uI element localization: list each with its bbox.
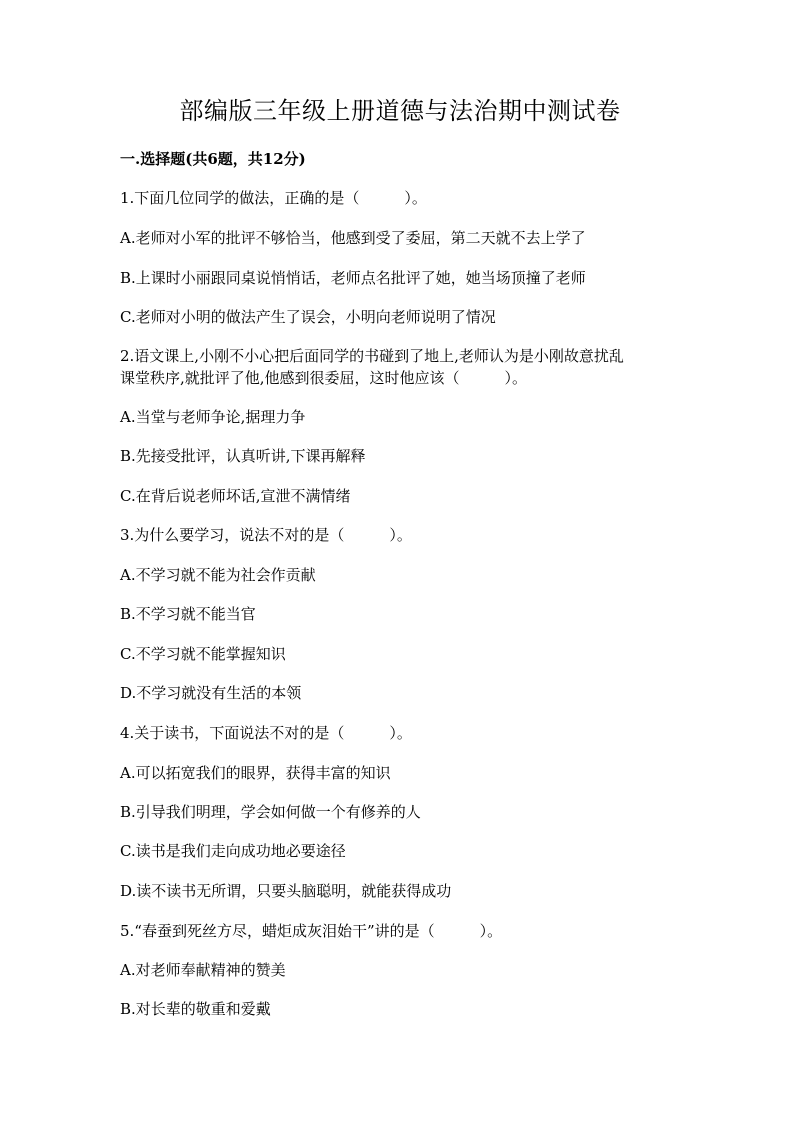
question-4-option-b: B.引导我们明理，学会如何做一个有修养的人 <box>120 803 421 821</box>
question-3-stem: 3.为什么要学习，说法不对的是（ ）。 <box>120 526 412 544</box>
question-2-stem-line-2: 课堂秩序,就批评了他,他感到很委屈，这时他应该（ ）。 <box>120 369 528 387</box>
question-1-option-c: C.老师对小明的做法产生了误会，小明向老师说明了情况 <box>120 308 496 326</box>
question-3-option-d: D.不学习就没有生活的本领 <box>120 684 302 702</box>
question-5-stem: 5.“春蚕到死丝方尽，蜡炬成灰泪始干”讲的是（ ）。 <box>120 922 503 940</box>
question-2-option-b: B.先接受批评，认真听讲,下课再解释 <box>120 447 366 465</box>
question-3-option-b: B.不学习就不能当官 <box>120 605 256 623</box>
question-3-option-a: A.不学习就不能为社会作贡献 <box>120 566 316 584</box>
question-4-stem: 4.关于读书，下面说法不对的是（ ）。 <box>120 724 412 742</box>
question-4-option-a: A.可以拓宽我们的眼界，获得丰富的知识 <box>120 764 391 782</box>
section-heading: 一.选择题(共6题，共12分) <box>120 150 306 168</box>
question-5-option-b: B.对长辈的敬重和爱戴 <box>120 1000 271 1018</box>
question-1-option-a: A.老师对小军的批评不够恰当，他感到受了委屈，第二天就不去上学了 <box>120 229 586 247</box>
question-2-stem-line-1: 2.语文课上,小刚不小心把后面同学的书碰到了地上,老师认为是小刚故意扰乱 <box>120 347 624 365</box>
page-title: 部编版三年级上册道德与法治期中测试卷 <box>179 97 621 125</box>
question-4-option-c: C.读书是我们走向成功地必要途径 <box>120 842 346 860</box>
question-3-option-c: C.不学习就不能掌握知识 <box>120 645 286 663</box>
question-2-option-c: C.在背后说老师坏话,宣泄不满情绪 <box>120 487 351 505</box>
question-1-stem: 1.下面几位同学的做法，正确的是（ ）。 <box>120 189 427 207</box>
question-5-option-a: A.对老师奉献精神的赞美 <box>120 961 286 979</box>
question-2-option-a: A.当堂与老师争论,据理力争 <box>120 408 306 426</box>
question-4-option-d: D.读不读书无所谓，只要头脑聪明，就能获得成功 <box>120 882 452 900</box>
question-1-option-b: B.上课时小丽跟同桌说悄悄话，老师点名批评了她，她当场顶撞了老师 <box>120 269 586 287</box>
